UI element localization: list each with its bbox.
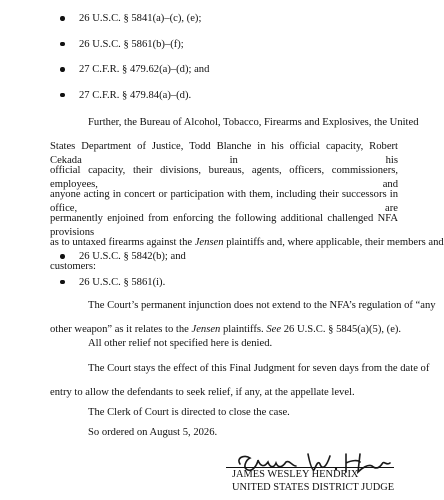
paragraph-relief-denied: All other relief not specified here is denied.	[88, 338, 273, 349]
paragraph-line: permanently enjoined from enforcing the following additional challenged NFA provisions	[50, 213, 398, 238]
list-item-text: 26 U.S.C. § 5842(b); and	[79, 251, 186, 262]
judge-title: UNITED STATES DISTRICT JUDGE	[232, 482, 395, 493]
paragraph-stay	[50, 362, 430, 410]
bullet-icon	[60, 67, 65, 72]
text-run: other weapon” as it relates to the	[50, 324, 192, 335]
bullet-icon	[60, 254, 65, 259]
list-item-text: 26 U.S.C. § 5861(i).	[79, 276, 166, 288]
paragraph-line: The Court stays the effect of this Final Judgment for seven days from the date of	[88, 363, 430, 374]
signal-word: See	[266, 324, 282, 335]
text-run: plaintiffs.	[220, 324, 267, 335]
list-item	[0, 276, 407, 290]
paragraph-ordered: So ordered on August 5, 2026.	[88, 427, 218, 438]
list-item	[0, 89, 407, 103]
paragraph-line: The Court’s permanent injunction does not extend to the NFA’s regulation of “any	[88, 300, 436, 311]
statute-list-primary	[0, 12, 407, 114]
judge-name: JAMES WESLEY HENDRIX	[232, 469, 359, 480]
case-name: Jensen	[191, 324, 221, 335]
paragraph-line: Further, the Bureau of Alcohol, Tobacco, Firearms and Explosives, the United	[88, 117, 419, 128]
text-run: 26 U.S.C. § 5845(a)(5), (e).	[281, 324, 402, 335]
list-item	[0, 63, 407, 77]
list-item-text: 27 C.F.R. § 479.84(a)–(d).	[79, 89, 192, 101]
paragraph-line: States Department of Justice, Todd Blanche in his official capacity, Robert Cekada in his	[50, 141, 398, 166]
list-item-text: 26 U.S.C. § 5841(a)–(c), (e);	[79, 13, 202, 24]
list-item-text: 26 U.S.C. § 5861(b)–(f);	[79, 38, 184, 50]
paragraph-line	[50, 323, 402, 337]
statute-list-secondary	[0, 250, 407, 301]
bullet-icon	[60, 93, 65, 98]
text-run: as to untaxed firearms against the	[50, 237, 195, 248]
paragraph-line: customers:	[50, 261, 96, 272]
paragraph-clerk: The Clerk of Court is directed to close the case.	[88, 407, 290, 418]
text-run: plaintiffs and, where applicable, their members and	[223, 237, 444, 248]
list-item	[0, 12, 407, 26]
paragraph-line	[50, 236, 444, 250]
bullet-icon	[60, 42, 65, 47]
paragraph-line: official capacity, their divisions, bureaus, agents, officers, commissioners, employees, and	[50, 165, 398, 190]
list-item-text: 27 C.F.R. § 479.62(a)–(d); and	[79, 64, 210, 75]
bullet-icon	[60, 280, 65, 285]
paragraph-line: anyone acting in concert or participation with them, including their successors in office, are	[50, 189, 398, 214]
list-item	[0, 38, 407, 52]
paragraph-line: entry to allow the defendants to seek relief, if any, at the appellate level.	[50, 387, 355, 398]
bullet-icon	[60, 16, 65, 21]
signature-block	[226, 454, 396, 500]
case-name: Jensen	[194, 237, 224, 248]
list-item	[0, 250, 407, 264]
